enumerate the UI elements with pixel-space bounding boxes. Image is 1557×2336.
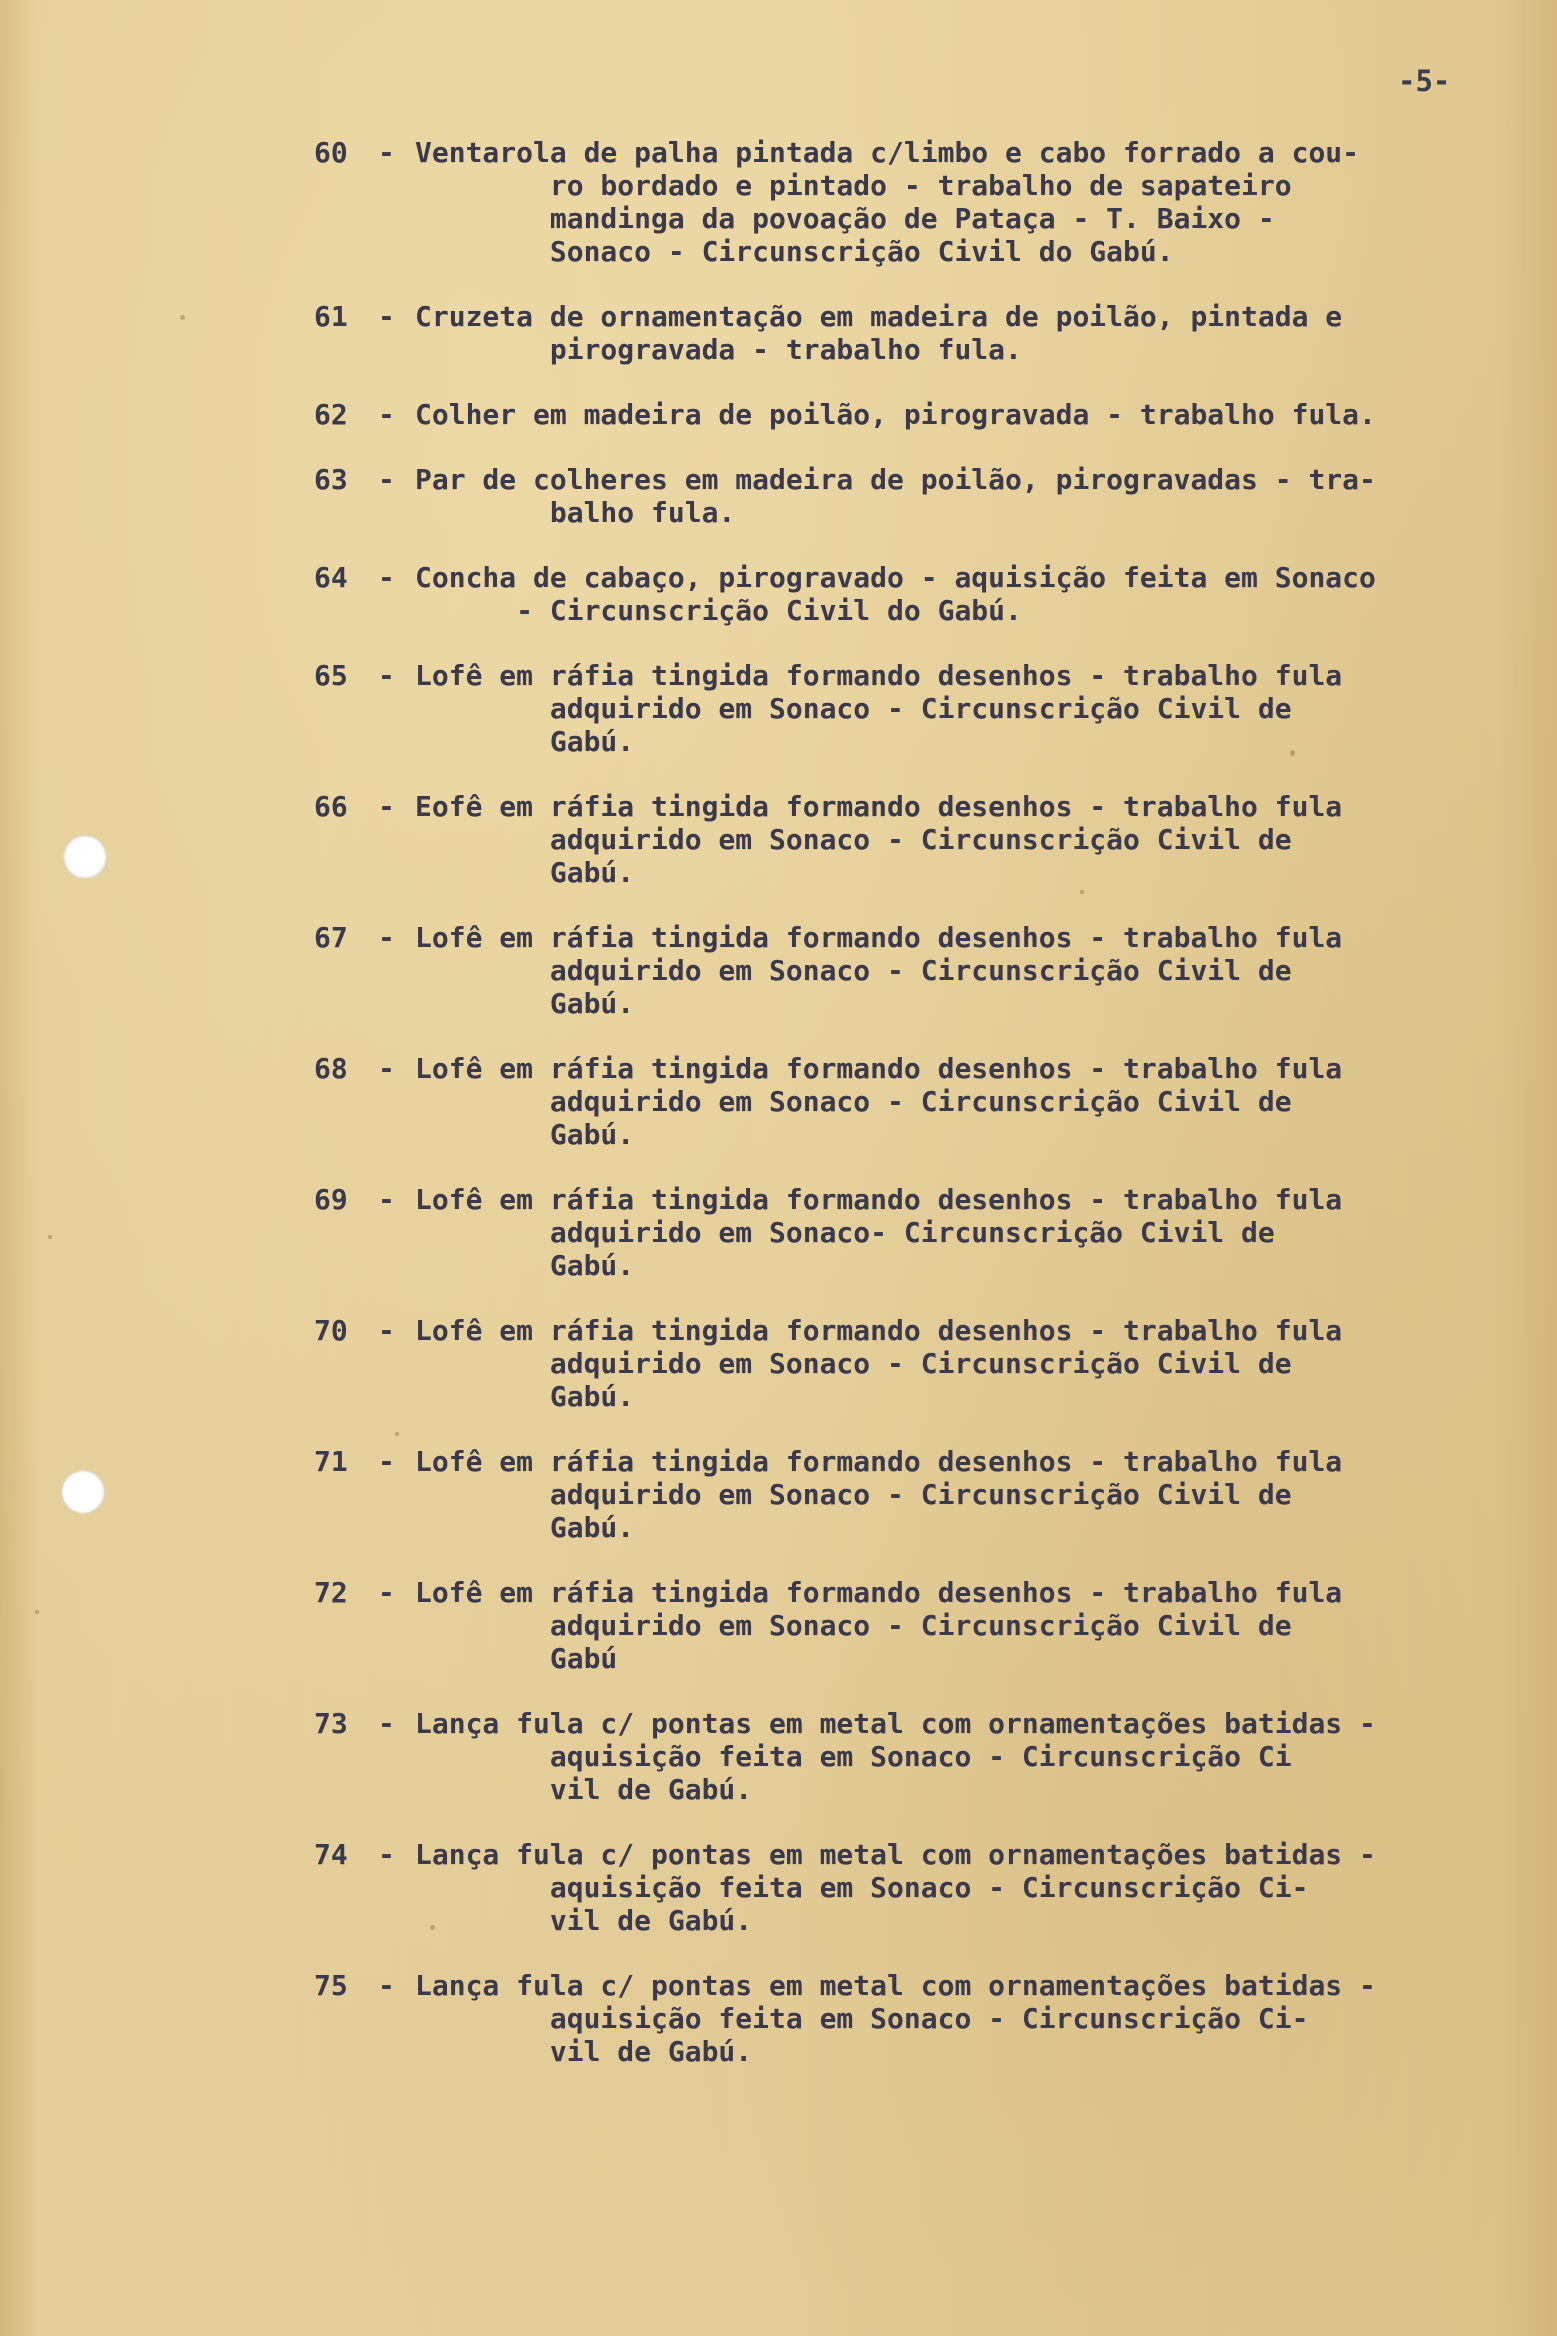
description-line: Sonaco - Circunscrição Civil do Gabú. [415, 235, 1174, 268]
description-line: adquirido em Sonaco - Circunscrição Civil de [415, 823, 1292, 856]
entry-description [415, 1707, 1545, 1806]
inventory-entry [0, 136, 1557, 268]
entry-description [415, 1052, 1545, 1151]
description-line: adquirido em Sonaco - Circunscrição Civil de [415, 692, 1292, 725]
entry-separator: - [378, 1183, 395, 1216]
entry-separator: - [378, 1969, 395, 2002]
entry-description [415, 659, 1545, 758]
entry-separator: - [378, 1707, 395, 1740]
description-line: Gabú. [415, 1249, 635, 1282]
entry-number: 62 [314, 398, 348, 431]
entry-separator: - [378, 136, 395, 169]
entry-description [415, 921, 1545, 1020]
entry-number: 72 [314, 1576, 348, 1609]
description-line: adquirido em Sonaco - Circunscrição Civil de [415, 1085, 1292, 1118]
entry-number: 75 [314, 1969, 348, 2002]
entry-number: 65 [314, 659, 348, 692]
entry-description [415, 136, 1545, 268]
inventory-entry [0, 1445, 1557, 1544]
description-line: Concha de cabaço, pirogravado - aquisição feita em Sonaco [415, 561, 1376, 594]
entry-separator: - [378, 790, 395, 823]
inventory-entry [0, 1969, 1557, 2068]
description-line: Par de colheres em madeira de poilão, pirogravadas - tra- [415, 463, 1376, 496]
entry-separator: - [378, 1052, 395, 1085]
entry-description [415, 463, 1545, 529]
inventory-entry [0, 1576, 1557, 1675]
description-line: mandinga da povoação de Pataça - T. Baixo - [415, 202, 1275, 235]
inventory-entry [0, 790, 1557, 889]
description-line: Lofê em ráfia tingida formando desenhos - trabalho fula [415, 1314, 1343, 1347]
entry-separator: - [378, 398, 395, 431]
inventory-entry [0, 1314, 1557, 1413]
entry-separator: - [378, 1576, 395, 1609]
entry-description [415, 300, 1545, 366]
description-line: adquirido em Sonaco - Circunscrição Civil de [415, 1478, 1292, 1511]
inventory-entry [0, 463, 1557, 529]
description-line: Lofê em ráfia tingida formando desenhos - trabalho fula [415, 1445, 1343, 1478]
entry-number: 67 [314, 921, 348, 954]
entry-description [415, 561, 1545, 627]
description-line: Gabú. [415, 1511, 635, 1544]
description-line: aquisição feita em Sonaco - Circunscrição Ci- [415, 2002, 1309, 2035]
description-line: Gabú. [415, 987, 635, 1020]
description-line: - Circunscrição Civil do Gabú. [415, 594, 1022, 627]
description-line: ro bordado e pintado - trabalho de sapateiro [415, 169, 1292, 202]
inventory-list [0, 136, 1557, 2100]
page-number: -5- [1398, 64, 1451, 98]
description-line: Lança fula c/ pontas em metal com ornamentações batidas - [415, 1969, 1376, 2002]
entry-description [415, 1576, 1545, 1675]
inventory-entry [0, 659, 1557, 758]
entry-number: 69 [314, 1183, 348, 1216]
entry-number: 66 [314, 790, 348, 823]
inventory-entry [0, 300, 1557, 366]
description-line: vil de Gabú. [415, 1773, 753, 1806]
inventory-entry [0, 1838, 1557, 1937]
description-line: Lança fula c/ pontas em metal com ornamentações batidas - [415, 1838, 1376, 1871]
inventory-entry [0, 921, 1557, 1020]
description-line: pirogravada - trabalho fula. [415, 333, 1022, 366]
description-line: Lofê em ráfia tingida formando desenhos - trabalho fula [415, 1576, 1343, 1609]
description-line: Colher em madeira de poilão, pirogravada - trabalho fula. [415, 398, 1376, 431]
entry-description [415, 1183, 1545, 1282]
entry-separator: - [378, 1314, 395, 1347]
entry-number: 74 [314, 1838, 348, 1871]
entry-separator: - [378, 921, 395, 954]
description-line: Lofê em ráfia tingida formando desenhos - trabalho fula [415, 1183, 1343, 1216]
description-line: Gabú. [415, 1380, 635, 1413]
entry-description [415, 1445, 1545, 1544]
entry-number: 60 [314, 136, 348, 169]
description-line: adquirido em Sonaco - Circunscrição Civil de [415, 1347, 1292, 1380]
entry-number: 73 [314, 1707, 348, 1740]
description-line: vil de Gabú. [415, 1904, 753, 1937]
description-line: Cruzeta de ornamentação em madeira de poilão, pintada e [415, 300, 1343, 333]
inventory-entry [0, 1183, 1557, 1282]
entry-separator: - [378, 561, 395, 594]
entry-number: 68 [314, 1052, 348, 1085]
description-line: Lofê em ráfia tingida formando desenhos - trabalho fula [415, 659, 1343, 692]
entry-number: 63 [314, 463, 348, 496]
description-line: adquirido em Sonaco- Circunscrição Civil de [415, 1216, 1275, 1249]
description-line: adquirido em Sonaco - Circunscrição Civil de [415, 1609, 1292, 1642]
entry-description [415, 1838, 1545, 1937]
description-line: aquisição feita em Sonaco - Circunscrição Ci [415, 1740, 1292, 1773]
entry-number: 71 [314, 1445, 348, 1478]
entry-number: 61 [314, 300, 348, 333]
inventory-entry [0, 1707, 1557, 1806]
description-line: Lança fula c/ pontas em metal com ornamentações batidas - [415, 1707, 1376, 1740]
entry-number: 70 [314, 1314, 348, 1347]
entry-separator: - [378, 1445, 395, 1478]
inventory-entry [0, 1052, 1557, 1151]
entry-separator: - [378, 463, 395, 496]
description-line: adquirido em Sonaco - Circunscrição Civil de [415, 954, 1292, 987]
description-line: Lofê em ráfia tingida formando desenhos - trabalho fula [415, 921, 1343, 954]
entry-description [415, 790, 1545, 889]
description-line: aquisição feita em Sonaco - Circunscrição Ci- [415, 1871, 1309, 1904]
entry-description [415, 1314, 1545, 1413]
inventory-entry [0, 561, 1557, 627]
description-line: Ventarola de palha pintada c/limbo e cabo forrado a cou- [415, 136, 1360, 169]
description-line: Lofê em ráfia tingida formando desenhos - trabalho fula [415, 1052, 1343, 1085]
description-line: balho fula. [415, 496, 736, 529]
description-line: Gabú. [415, 856, 635, 889]
description-line: Gabú. [415, 1118, 635, 1151]
entry-separator: - [378, 300, 395, 333]
entry-description [415, 1969, 1545, 2068]
entry-separator: - [378, 1838, 395, 1871]
description-line: vil de Gabú. [415, 2035, 753, 2068]
description-line: Eofê em ráfia tingida formando desenhos - trabalho fula [415, 790, 1343, 823]
inventory-entry [0, 398, 1557, 431]
description-line: Gabú. [415, 725, 635, 758]
description-line: Gabú [415, 1642, 618, 1675]
entry-number: 64 [314, 561, 348, 594]
entry-separator: - [378, 659, 395, 692]
entry-description [415, 398, 1545, 431]
